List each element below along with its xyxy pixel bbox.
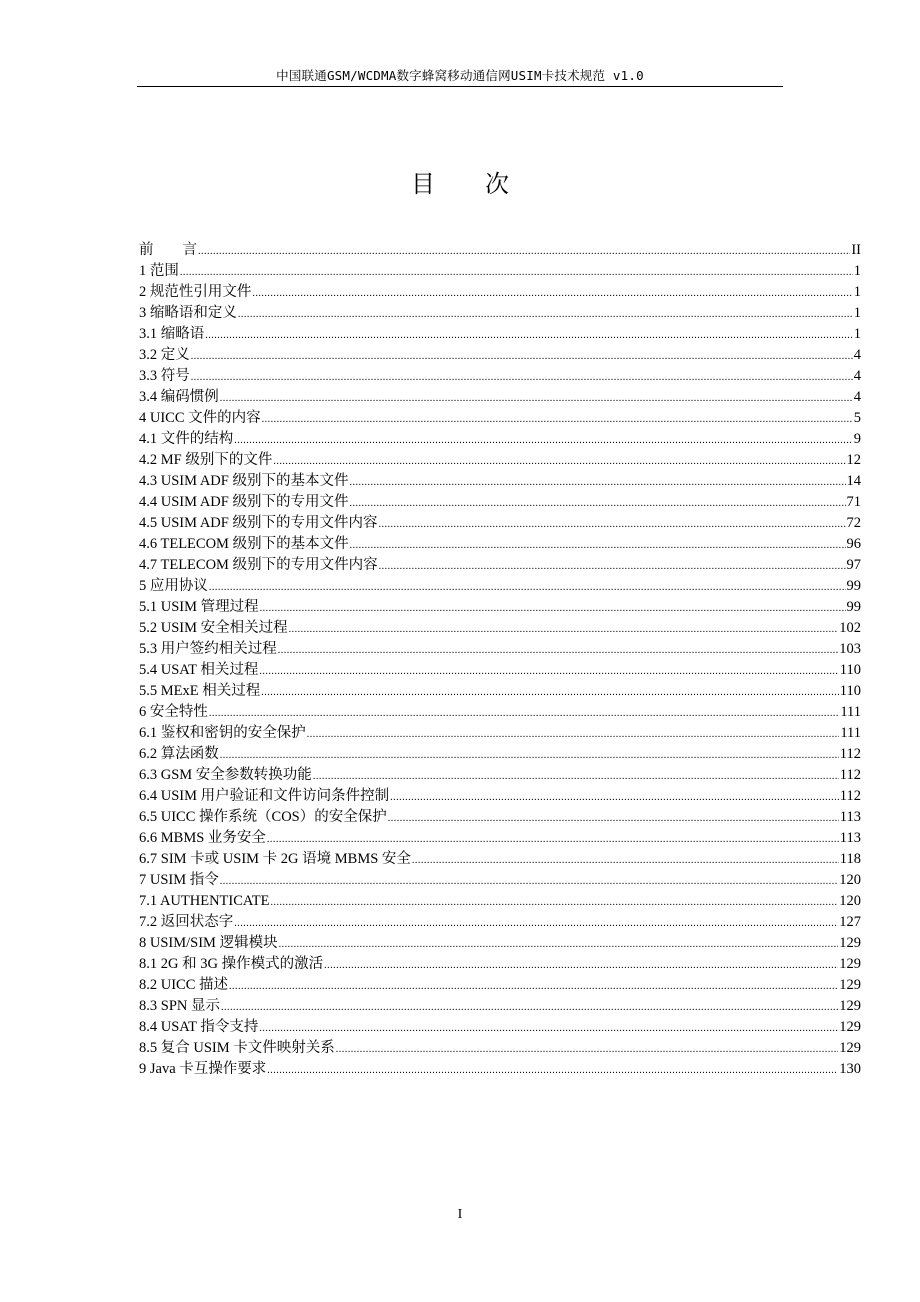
toc-dot-leader (205, 325, 853, 346)
toc-dot-leader (350, 535, 846, 556)
toc-entry-page: 130 (839, 1061, 861, 1077)
toc-entry-label: 8.3 SPN 显示 (139, 998, 220, 1014)
toc-dot-leader (220, 388, 853, 409)
toc-entry-label: 6.3 GSM 安全参数转换功能 (139, 767, 312, 783)
toc-dot-leader (278, 640, 839, 661)
toc-dot-leader (388, 808, 839, 829)
toc-dot-leader (379, 556, 846, 577)
toc-entry[interactable] (139, 261, 861, 282)
toc-dot-leader (260, 598, 846, 619)
toc-entry[interactable] (139, 1059, 861, 1080)
toc-entry[interactable] (139, 828, 861, 849)
toc-entry-page: 4 (853, 368, 861, 384)
toc-entry-label: 4 UICC 文件的内容 (139, 410, 261, 426)
toc-entry[interactable] (139, 912, 861, 933)
toc-entry[interactable] (139, 891, 861, 912)
toc-entry-page: 129 (839, 1019, 861, 1035)
toc-entry-page: 112 (839, 767, 861, 783)
toc-entry-page: 14 (846, 473, 861, 489)
toc-dot-leader (262, 409, 853, 430)
toc-dot-leader (279, 934, 839, 955)
toc-entry-label: 3.1 缩略语 (139, 326, 205, 342)
toc-entry-label: 4.5 USIM ADF 级别下的专用文件内容 (139, 515, 378, 531)
toc-entry-page: 129 (839, 998, 861, 1014)
toc-entry-label: 5.5 MExE 相关过程 (139, 683, 261, 699)
toc-entry-label: 6.5 UICC 操作系统（COS）的安全保护 (139, 809, 387, 825)
toc-entry[interactable] (139, 576, 861, 597)
toc-entry[interactable] (139, 408, 861, 429)
toc-entry[interactable] (139, 555, 861, 576)
toc-entry[interactable] (139, 723, 861, 744)
toc-dot-leader (289, 619, 839, 640)
toc-entry-page: 112 (839, 746, 861, 762)
toc-entry-label: 6.1 鉴权和密钥的安全保护 (139, 725, 306, 741)
toc-entry-page: 112 (839, 788, 861, 804)
toc-entry-label: 8.5 复合 USIM 卡文件映射关系 (139, 1040, 335, 1056)
toc-entry[interactable] (139, 681, 861, 702)
toc-entry-label: 4.7 TELECOM 级别下的专用文件内容 (139, 557, 378, 573)
toc-entry[interactable] (139, 471, 861, 492)
toc-entry-label: 9 Java 卡互操作要求 (139, 1061, 267, 1077)
toc-entry-label: 8.2 UICC 描述 (139, 977, 229, 993)
toc-entry[interactable] (139, 513, 861, 534)
toc-entry-label: 7.1 AUTHENTICATE (139, 893, 270, 909)
toc-entry[interactable] (139, 870, 861, 891)
toc-entry-page: 129 (839, 977, 861, 993)
toc-entry[interactable] (139, 660, 861, 681)
toc-entry-page: 129 (839, 935, 861, 951)
header-rule (137, 86, 783, 87)
toc-entry-page: 120 (839, 893, 861, 909)
toc-dot-leader (324, 955, 838, 976)
toc-entry-page: 102 (839, 620, 861, 636)
toc-dot-leader (267, 1060, 838, 1081)
toc-dot-leader (273, 451, 845, 472)
toc-entry-label: 5 应用协议 (139, 578, 208, 594)
toc-entry-page: 99 (846, 578, 861, 594)
toc-dot-leader (349, 472, 845, 493)
toc-entry-label: 8 USIM/SIM 逻辑模块 (139, 935, 278, 951)
toc-entry[interactable] (139, 954, 861, 975)
toc-entry-page: 96 (846, 536, 861, 552)
toc-entry[interactable] (139, 933, 861, 954)
toc-dot-leader (378, 514, 845, 535)
toc-entry-page: 129 (839, 1040, 861, 1056)
toc-entry-page: 99 (846, 599, 861, 615)
toc-dot-leader (412, 850, 839, 871)
toc-entry-page: 12 (846, 452, 861, 468)
toc-entry[interactable] (139, 1038, 861, 1059)
toc-entry-label: 5.4 USAT 相关过程 (139, 662, 259, 678)
toc-entry-label: 6.4 USIM 用户验证和文件访问条件控制 (139, 788, 390, 804)
toc-dot-leader (234, 913, 838, 934)
toc-entry[interactable] (139, 996, 861, 1017)
toc-entry-page: 110 (839, 683, 861, 699)
toc-dot-leader (336, 1039, 838, 1060)
toc-entry-label: 6.6 MBMS 业务安全 (139, 830, 266, 846)
toc-entry-label: 3.3 符号 (139, 368, 190, 384)
toc-entry[interactable] (139, 450, 861, 471)
toc-entry-label: 4.3 USIM ADF 级别下的基本文件 (139, 473, 349, 489)
toc-dot-leader (209, 703, 839, 724)
toc-entry[interactable] (139, 492, 861, 513)
toc-entry-label: 8.1 2G 和 3G 操作模式的激活 (139, 956, 324, 972)
toc-entry-label: 3.2 定义 (139, 347, 190, 363)
toc-entry-page: 4 (853, 347, 861, 363)
toc-dot-leader (220, 871, 838, 892)
toc-dot-leader (307, 724, 840, 745)
toc-dot-leader (198, 241, 850, 262)
toc-entry-label: 5.3 用户签约相关过程 (139, 641, 277, 657)
running-header: 中国联通GSM/WCDMA数字蜂窝移动通信网USIM卡技术规范 v1.0 (276, 68, 644, 83)
toc-entry-label: 5.1 USIM 管理过程 (139, 599, 259, 615)
toc-entry-label: 4.1 文件的结构 (139, 431, 234, 447)
toc-entry[interactable] (139, 975, 861, 996)
toc-entry[interactable] (139, 282, 861, 303)
toc-entry[interactable] (139, 324, 861, 345)
toc-entry[interactable] (139, 639, 861, 660)
toc-entry-page: 1 (853, 263, 861, 279)
toc-entry[interactable] (139, 366, 861, 387)
toc-dot-leader (349, 493, 845, 514)
toc-entry-page: 118 (839, 851, 861, 867)
toc-dot-leader (191, 367, 853, 388)
toc-entry[interactable] (139, 345, 861, 366)
toc-entry-page: 1 (853, 284, 861, 300)
toc-entry[interactable] (139, 387, 861, 408)
toc-entry-label: 2 规范性引用文件 (139, 284, 252, 300)
toc-entry[interactable] (139, 429, 861, 450)
toc-dot-leader (267, 829, 839, 850)
toc-entry-page: 97 (846, 557, 861, 573)
toc-entry-page: 72 (846, 515, 861, 531)
toc-entry-page: 113 (839, 809, 861, 825)
toc-dot-leader (234, 430, 853, 451)
toc-entry[interactable] (139, 534, 861, 555)
toc-entry-label: 7 USIM 指令 (139, 872, 219, 888)
toc-title: 目次 (411, 170, 559, 198)
toc-dot-leader (209, 577, 846, 598)
toc-entry-label: 3.4 编码惯例 (139, 389, 219, 405)
toc-entry-label: 3 缩略语和定义 (139, 305, 237, 321)
toc-dot-leader (313, 766, 839, 787)
toc-dot-leader (271, 892, 839, 913)
toc-entry[interactable] (139, 744, 861, 765)
toc-dot-leader (238, 304, 853, 325)
toc-list (139, 240, 861, 1080)
toc-entry-page: 120 (839, 872, 861, 888)
toc-entry-page: II (851, 242, 861, 258)
toc-entry[interactable] (139, 702, 861, 723)
toc-dot-leader (191, 346, 853, 367)
toc-dot-leader (221, 997, 838, 1018)
toc-dot-leader (180, 262, 853, 283)
toc-dot-leader (229, 976, 838, 997)
toc-entry[interactable] (139, 765, 861, 786)
toc-entry[interactable] (139, 849, 861, 870)
toc-entry-page: 113 (839, 830, 861, 846)
toc-entry-label: 4.6 TELECOM 级别下的基本文件 (139, 536, 349, 552)
toc-entry-label: 1 范围 (139, 263, 179, 279)
toc-entry-label: 8.4 USAT 指令支持 (139, 1019, 259, 1035)
toc-dot-leader (259, 1018, 838, 1039)
toc-entry-label: 4.2 MF 级别下的文件 (139, 452, 273, 468)
toc-entry-page: 1 (853, 326, 861, 342)
toc-entry[interactable] (139, 597, 861, 618)
toc-entry[interactable] (139, 786, 861, 807)
toc-entry-page: 9 (853, 431, 861, 447)
toc-entry-page: 111 (840, 704, 861, 720)
page-number: I (457, 1207, 463, 1222)
toc-entry-label: 6.2 算法函数 (139, 746, 219, 762)
toc-entry[interactable] (139, 1017, 861, 1038)
toc-entry[interactable] (139, 240, 861, 261)
toc-entry-label: 7.2 返回状态字 (139, 914, 234, 930)
toc-entry[interactable] (139, 807, 861, 828)
toc-entry-page: 71 (846, 494, 861, 510)
toc-entry-page: 1 (853, 305, 861, 321)
toc-entry-label: 前 言 (139, 242, 197, 258)
toc-entry-page: 111 (840, 725, 861, 741)
toc-entry-label: 6 安全特性 (139, 704, 208, 720)
toc-entry[interactable] (139, 303, 861, 324)
toc-entry-page: 103 (839, 641, 861, 657)
toc-dot-leader (261, 682, 839, 703)
toc-entry-label: 6.7 SIM 卡或 USIM 卡 2G 语境 MBMS 安全 (139, 851, 411, 867)
toc-entry-label: 5.2 USIM 安全相关过程 (139, 620, 288, 636)
toc-entry-page: 5 (853, 410, 861, 426)
toc-entry-page: 4 (853, 389, 861, 405)
toc-dot-leader (252, 283, 852, 304)
toc-dot-leader (259, 661, 838, 682)
toc-entry[interactable] (139, 618, 861, 639)
toc-entry-page: 129 (839, 956, 861, 972)
toc-entry-page: 110 (839, 662, 861, 678)
toc-entry-label: 4.4 USIM ADF 级别下的专用文件 (139, 494, 349, 510)
toc-dot-leader (390, 787, 839, 808)
toc-entry-page: 127 (839, 914, 861, 930)
toc-dot-leader (220, 745, 839, 766)
